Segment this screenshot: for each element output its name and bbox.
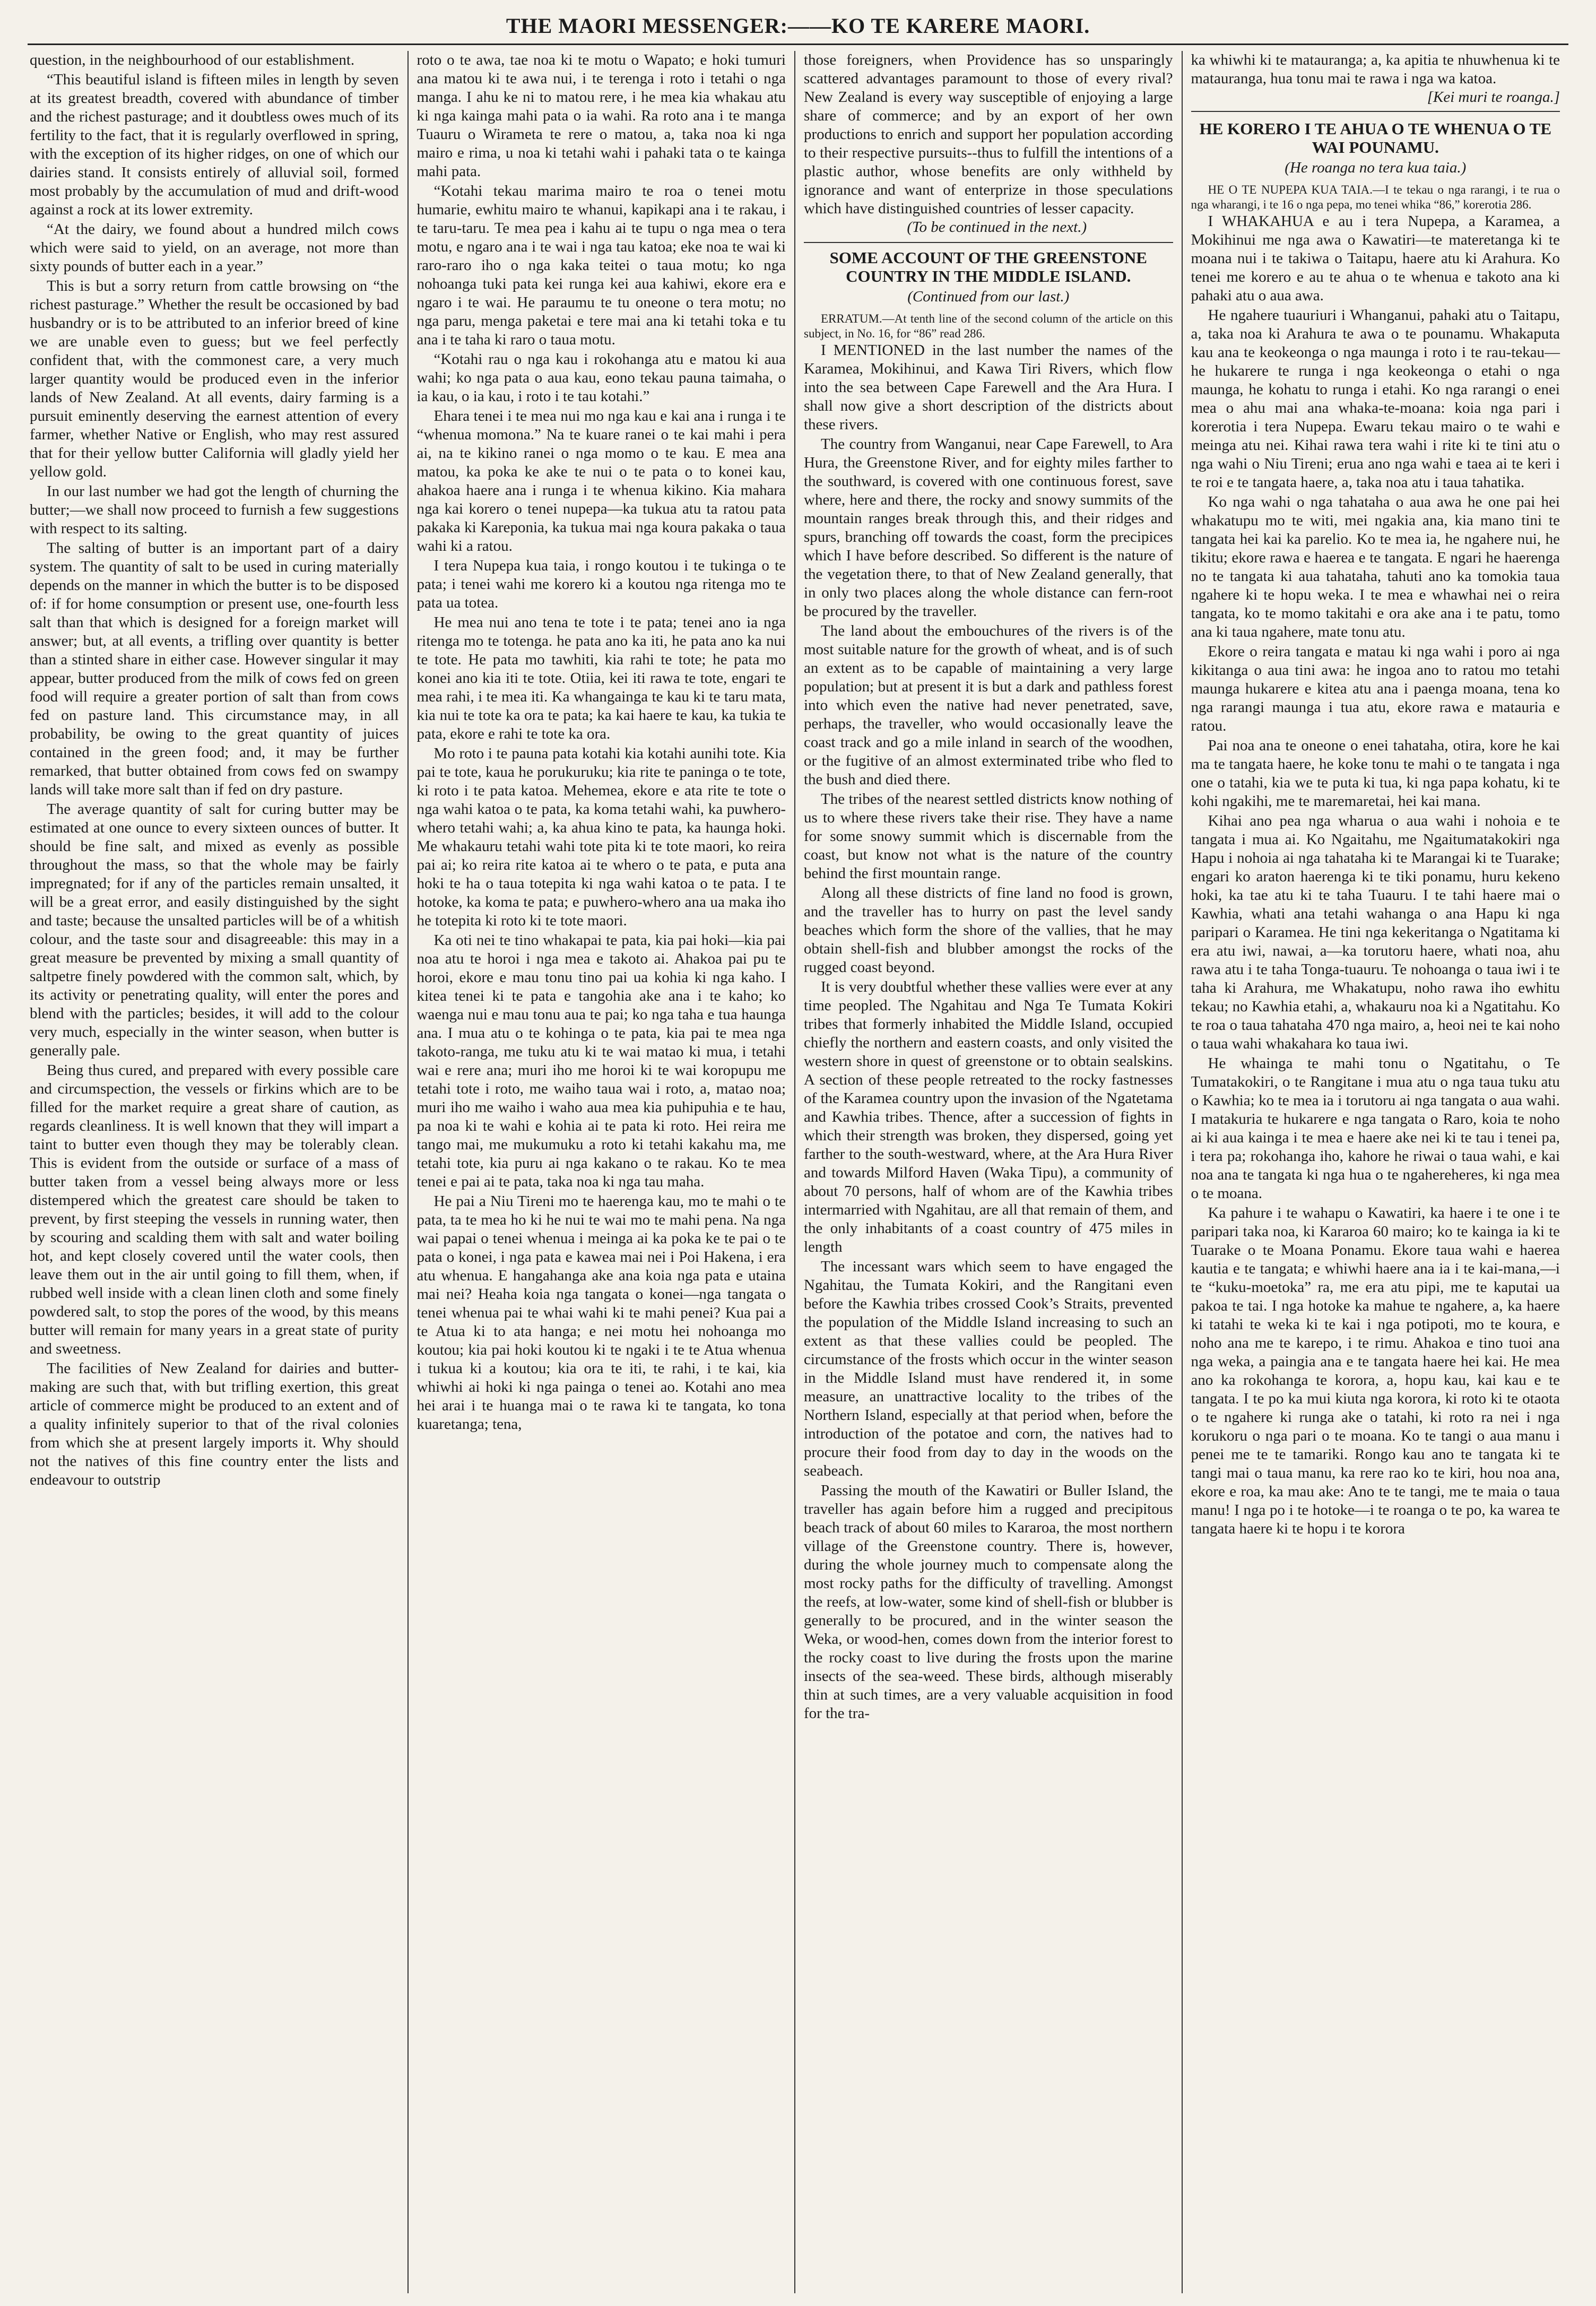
paragraph: The average quantity of salt for curing butter may be estimated at one ounce to every sixteen ounces of butter. It should be fine salt, and mixed as evenly as possible throughout the mass, so that the whole may be fairly impregnated; for if any of the particles remain unsalted, it will be a great error, and easily distinguished by the sight and taste; because the unsalted particles will be of a whitish colour, and the taste sour and disagreeable: this may in a great measure be prevented by mixing a small quantity of saltpetre finely powdered with the common salt, which, by its activity or penetrating quality, will enter the pores and blend with the particles; besides, it will add to the colour very much, especially in the winter season, when butter is generally pale. (30, 801, 399, 1059)
column-3-continuation (804, 51, 1173, 218)
paragraph: Pai noa ana te oneone o enei tahataha, otira, kore he kai ma te tangata haere, he koke tonu te mahi o te tangata i nga one o tatahi, kia we te puta ki tua, ki nga papa kohatu, ki te kohi ngakihi, me te maremaretai, hei kai mana. (1191, 737, 1560, 810)
column-1 (28, 51, 407, 2293)
paragraph: In our last number we had got the length of churning the butter;—we shall now proceed to furnish a few suggestions with respect to its salting. (30, 483, 399, 537)
paragraph: The land about the embouchures of the rivers is of the most suitable nature for the growth of wheat, and is of such an extent as to be capable of maintaining a very large population; but at present it is but a dark and pathless forest into which even the native had never penetrated, save, perhaps, the traveller, who would occasionally leave the coast track and go a mile inland in search of the woodhen, or the fugitive of an almost exterminated tribe who fled to the bush and died there. (804, 622, 1173, 788)
paragraph: The country from Wanganui, near Cape Farewell, to Ara Hura, the Greenstone River, and for eighty miles farther to the southward, is covered with one continuous forest, save where, here and there, the rocky and snowy summits of the mountain ranges break through this, and their ridges and spurs, branching off towards the coast, form the precipices which I have before described. So different is the nature of the vegetation there, to that of New Zealand generally, that in only two places along the whole distance can fern-root be procured by the traveller. (804, 436, 1173, 620)
paragraph: The tribes of the nearest settled districts know nothing of us to where these rivers take their rise. They have a name for some snowy summit which is discernable from the coast, but know not what is the nature of the country behind the first mountain range. (804, 791, 1173, 882)
paragraph: I WHAKAHUA e au i tera Nupepa, a Karamea, a Mokihinui me nga awa o Kawatiri—te materetanga ki te moana nui i te takiwa o Taitapu, haere atu ki Arahura. Ko tenei me korero e au te ahua o te whenua e takoto ana ki pahaki atu o aua awa. (1191, 213, 1560, 304)
paragraph: ka whiwhi ki te matauranga; a, ka apitia te nhuwhenua ki te matauranga, hua tonu mai te rawa i nga wa katoa. (1191, 51, 1560, 87)
paragraph: Kihai ano pea nga wharua o aua wahi i nohoia e te tangata i mua ai. Ko Ngaitahu, me Ngaitumatakokiri nga Hapu i nohoia ai nga tahataha ki te Marangai ki te Tuarake; engari ko araton haerenga ki te tiki ponamu, huru kekeno hoki, ka tae atu ki te taha Tuauru. I te tahi haere mai o Kawhia, whati ana tetahi wahanga o ana Hapu ki nga paripari o Karamea. He tini nga kekeritanga o Ngatitama ki era atu iwi, nawai, a—ka torutoru haere, whati noa, ahu rawa atu i te taha Tonga-tuauru. Te nohoanga o taua iwi i te taha ki Arahura, me Whakatupu, noho rawa iho ewhitu tekau; no Kawhia etahi, a, whakauru noa ki a Ngatitahu. Ko te roa o taua tahataha 470 nga mairo, a, heoi nei te kai noho o taua wahi whakahara ko taua iwi. (1191, 812, 1560, 1052)
paragraph: This is but a sorry return from cattle browsing on “the richest pasturage.” Whether the result be occasioned by bad husbandry or is to be attributed to an inferior breed of kine we are unable even to guess; but we feel perfectly confident that, with the commonest care, a very much larger quantity would be produced even in the inferior lands of New Zealand. At all events, dairy farming is a pursuit eminently deserving the earnest attention of every farmer, whether Native or English, who may rest assured that for their yellow butter California will gladly yield her yellow gold. (30, 278, 399, 480)
page-header: THE MAORI MESSENGER:——KO TE KARERE MAORI. (506, 14, 1090, 38)
paragraph: “Kotahi rau o nga kau i rokohanga atu e matou ki aua wahi; ko nga pata o aua kau, eono tekau pauna taimaha, o ia kau, o ia kau, i roto i te tau kotahi.” (417, 351, 786, 405)
paragraph: Along all these districts of fine land no food is grown, and the traveller has to hurry on past the level sandy beaches which form the shore of the vallies, that he may obtain shell-fish and blubber amongst the rocks of the rugged coast beyond. (804, 885, 1173, 976)
column-2 (407, 51, 795, 2293)
paragraph: It is very doubtful whether these vallies were ever at any time peopled. The Ngahitau and Nga Te Tumata Kokiri tribes that formerly inhabited the Middle Island, occupied chiefly the northern and eastern coasts, and only visited the western shore in quest of greenstone or to obtain sealskins. A section of these people retreated to the rocky fastnesses of the Karamea country upon the invasion of the Ngatetama and Kawhia tribes. Thence, after a succession of fights in which their strength was broken, they dispersed, going yet farther to the south-westward, where, at the Ara Hura River and towards Milford Haven (Waka Tipu), a community of about 70 persons, half of whom are of the Kawhia tribes intermarried with Ngahitau, are all that remain of them, and the only inhabitants of a coast country of 475 miles in length (804, 978, 1173, 1255)
paragraph: The facilities of New Zealand for dairies and butter-making are such that, with but trifling exertion, this great article of commerce might be produced to an extent and of a quality infinitely superior to that of the rival colonies from which she at present largely imports it. Why should not the natives of this fine country enter the lists and endeavour to outstrip (30, 1360, 399, 1488)
erratum-note: ERRATUM.—At tenth line of the second column of the article on this subject, in No. 16, for “86” read 286. (804, 312, 1173, 340)
to-be-continued-note: (To be continued in the next.) (804, 218, 1173, 243)
paragraph: He pai a Niu Tireni mo te haerenga kau, mo te mahi o te pata, ta te mea ho ki he nui te wai mo te mahi pena. Na nga wai papai o tenei whenua i meinga ai ka poka ke te pai o te pata o konei, i nga pata e kawea mai nei i Poi Hakena, i era atu whenua. E hangahanga ake ana koia nga pata e utaina mai nei? Heaha koia nga tangata o konei—nga tangata o tenei whenua pai te whai wahi ki te mahi penei? Kua pai a te Atua ki to ata hanga; e nei motu hei nohoanga mo koutou; kia pai hoki koutou ki te ngaki i te te Atua whenua i tukua ki a koutou; kia ora te iti, te rahi, i te kai, kia whiwhi ai hoki ki nga painga o tenei ao. Kotahi ano mea hei arai i te huanga mai o te rawa ki te tangata, ko tona kuaretanga; tena, (417, 1193, 786, 1433)
continued-note: [Kei muri te roanga.] (1427, 89, 1560, 106)
article-body (804, 341, 1173, 1723)
paragraph: Ka oti nei te tino whakapai te pata, kia pai hoki—kia pai noa atu te horoi i nga mea e takoto ai. Ahakoa pai pu te horoi, ekore e mau tonu tino pai ua kohia ki nga kaho. I kitea tenei ki te pata e tangohia ake ana i te kaho; ko waenga nui e mau tonu aua te pai; ko nga taha e tua haunga ana. I mua atu o te kohinga o te pata, kia pai te mea nga takoto-ranga, me tuku atu ki te wai matao ki mua, i tetahi wai e rere ana; muri iho me horoi ki te wai koropupu me tetahi tote i roto, me waiho taua wai i roto, a, matao noa; muri iho me waiho i waho aua mea kia puhipuhia e te hau, pa noa ki te wahi e kohia ai te pata ki roto. Hei reira me tango mai, me mukumuku a roto ki tetahi kakahu ma, me tetahi tote, kia puru ai nga kakano o te rakau. Ko te mea tenei e pai ai te pata, taka noa ki nga tau maha. (417, 932, 786, 1190)
paragraph: those foreigners, when Providence has so unsparingly scattered advantages paramount to those of every rival? New Zealand is every way susceptible of enjoying a large share of commerce; and by an export of her own productions to enrich and support her population according to their respective pursuits--thus to fulfill the intentions of a plastic author, whose benefits are only withheld by ignorance and want of enterprize in those speculations which have distinguished countries of lesser capacity. (804, 51, 1173, 217)
paragraph: question, in the neighbourhood of our establishment. (30, 51, 355, 68)
paragraph: “At the dairy, we found about a hundred milch cows which were said to yield, on an average, not more than sixty pounds of butter each in a year.” (30, 221, 399, 275)
paragraph: Ko nga wahi o nga tahataha o aua awa he one pai hei whakatupu mo te witi, mei ngakia ana, kia mano tini te tangata hei kai ka parelio. Ko te mea ia, he ngahere nui, he tikitu; ekore rawa e haerea e te tangata. E ngari he haerenga no te tangata ki aua tahataha, tahuti ano ka tomokia taua ngahere ki te hopu weka. I te mea e whawhai nei o reira tangata, ko te momo takitahi e ora ake ana i te patu, tomo ana ki taua ngahere, mate tonu atu. (1191, 493, 1560, 640)
header-rule (28, 44, 1568, 45)
column-4 (1182, 51, 1569, 2293)
paragraph: Being thus cured, and prepared with every possible care and circumspection, the vessels or firkins which are to be filled for the market require a great share of caution, as regards cleanliness. It is well known that they will impart a taint to butter even though they may be tolerably clean. This is evident from the outside or surface of a mass of butter taken from a vessel being always more or less distempered which the greatest care should be taken to prevent, by first steeping the vessels in running water, then by scouring and scalding them with salt and water boiling hot, and kept closely covered until the water cools, then leave them out in the air until going to fill them, when, if rubbed well inside with a clean linen cloth and some finely powdered salt, to stop the pores of the wood, by this means butter will remain for many years in a great state of purity and sweetness. (30, 1062, 399, 1357)
paragraph: I tera Nupepa kua taia, i rongo koutou i te tukinga o te pata; i tenei wahi me korero ki a koutou nga ritenga mo te pata ua totea. (417, 557, 786, 611)
paragraph: He whainga te mahi tonu o Ngatitahu, o Te Tumatakokiri, o te Rangitane i mua atu o nga taua tuku atu o Kawhia; ko te mea ia i torutoru ai nga tangata o aua wahi. I matakuria te hukarere e nga tangata o Raro, koia te noho ai ki aua kainga i te mea e haere ake nei ki te tau i tenei pa, i tera pa; rokohanga iho, kahore he riwai o taua wahi, e kai noa ana te tangata ki nga hua o te ngahereheres, ki nga mea o te moana. (1191, 1055, 1560, 1202)
paragraph: roto o te awa, tae noa ki te motu o Wapato; e hoki tumuri ana matou ki te awa nui, i te terenga i roto i tetahi o nga manga. I ahu ke ni to matou rere, i he mea kia whakau atu ki nga kainga mahi pata o ia wahi. Ra roto ana i te manga Tuauru o Wirameta te rere o matou, a, taka noa ki nga mairo e rima, u noa ki tetahi wahi i pahaki tata o te kainga mahi pata. (417, 51, 786, 180)
paragraph: “This beautiful island is fifteen miles in length by seven at its greatest breadth, covered with abundance of timber and the richest pasturage; and it doubtless owes much of its fertility to the fact, that it is regularly overflowed in spring, with the exception of its higher ridges, on one of which our dairies stand. It consists entirely of alluvial soil, formed most probably by the accumulation of mud and drift-wood against a rock at its lower extremity. (30, 71, 399, 218)
paragraph: Ehara tenei i te mea nui mo nga kau e kai ana i runga i te “whenua momona.” Na te kuare ranei o te kai mahi i pera ai, na te kikino ranei o nga momo o te kau. E mea ana matou, ka poka ke ake te nui o te pata o to konei kau, ahakoa haere ana i runga i te whenua kikino. Kia mahara nga kai korero o tenei nupepa—ka tukua atu ta ratou pata pakaka ki Kareponia, ka tukua mai nga koura pakaka o taua wahi ki a ratou. (417, 408, 786, 554)
maori-article-block (1191, 111, 1560, 1538)
article-subtitle: (Continued from our last.) (907, 288, 1070, 305)
paragraph: I MENTIONED in the last number the names of the Karamea, Mokihinui, and Kawa Tiri Rivers, which flow into the sea between Cape Farewell and the Ara Hura. I shall now give a short description of the districts about these rivers. (804, 342, 1173, 433)
column-4-continuation (1191, 51, 1560, 88)
paragraph: The incessant wars which seem to have engaged the Ngahitau, the Tumata Kokiri, and the Rangitani even before the Kawhia tribes crossed Cook’s Straits, prevented the population of the Middle Island increasing to such an extent as that these vallies could be peopled. The circumstance of the frosts which occur in the winter season in the Middle Island must have rendered it, in some measure, an unattractive locality to the tribes of the Northern Island, especially at that period when, before the introduction of the potatoe and corn, the natives had to procure their food from day to day in the woods on the seabeach. (804, 1258, 1173, 1479)
maori-article-title: HE KORERO I TE AHUA O TE WHENUA O TE WAI POUNAMU. (1199, 119, 1552, 157)
column-3 (794, 51, 1182, 2293)
columns (28, 51, 1568, 2293)
paragraph: He ngahere tuauriuri i Whanganui, pahaki atu o Taitapu, a, taka noa ki Arahura te awa o te pounamu. Whakaputa kau ana te keokeonga o nga maunga i roto i te rau-tekau—he hukarere te runga i nga keokeonga o etahi o nga maunga, he kohatu to runga i etahi. Ko nga rarangi o enei mea o ahu mai ana whaka-te-moana: koia nga pari i korerotia i tera Nupepa. Ewaru tekau mairo o te wahi e meinga atu nei. Kihai rawa tera wahi i rite ki te tini atu o nga wahi o Niu Tireni; erua ano nga wahi e taea ai te keri i te roi e te tangata haere, a, taka noa atu i taua tahatika. (1191, 307, 1560, 491)
paragraph: Ka pahure i te wahapu o Kawatiri, ka haere i te one i te paripari taka noa, ki Kararoa 60 mairo; ko te kainga ia ki te Tuarake o te Moana Ponamu. Ekore taua wahi e haerea kautia e te tangata; e whiwhi haere ana ia i te kai-mana,—i te “kuku-moetoka” ra, me era atu pipi, me te kaputai ua pakoa te tai. I nga hotoke ka mahue te ngahere, a, ka haere ki tatahi te weka ki te kai i nga potipoti, mo te koura, e noho ana me te karepo, i te rimu. Ahakoa e tino tuoi ana nga weka, a paingia ana e te tangata haere hei kai. He mea ano ka rokohanga te korora, a, hopu kau, kai kau e te tangata. I te po ka mui kiuta nga korora, ki roto ki te otaota o te ngahere ki runga ake o tatahi, ki roto ra nei i nga korukoru o nga pari o te moana. Ko te tangi o aua manu i penei me te te tamariki. Rongo kau ano te tangata ki te tangi mai o taua manu, ka rere rao ko te kiri, hou noa ana, ekore e roa, ka mau ake: Ano te te tangi, me te maia o taua manu! I nga po i te hotoke—i te roanga o te po, ka warea te tangata haere ki te hopu i te korora (1191, 1204, 1560, 1537)
paragraph: Ekore o reira tangata e matau ki nga wahi i poro ai nga kikitanga o aua tini awa: he ingoa ano to ratou mo tetahi maunga hukarere e kitea atu ana i paenga moana, tena ko nga rarangi maunga i tua atu, ekore rawa e matauria e ratou. (1191, 643, 1560, 734)
paragraph: He mea nui ano tena te tote i te pata; tenei ano ia nga ritenga mo te totenga. he pata ano ka iti, he pata ano ka nui te tote. He pata mo tawhiti, kia rahi te tote; he pata mo konei ano kia iti te tote. Otiia, kei iti rawa te tote, engari te mea rahi, i te mea iti. Ka whangainga te kau ki te taru mata, kia nui te tote ka ora te pata; ka kai haere te kau, ka tukia te pata, ekore e rahi te tote ka ora. (417, 614, 786, 742)
maori-article-body (1191, 212, 1560, 1538)
paragraph: Passing the mouth of the Kawatiri or Buller Island, the traveller has again before him a rugged and precipitous beach track of about 60 miles to Kararoa, the most northern village of the Greenstone country. There is, however, during the whole journey much to compensate along the most rocky paths for the difficulty of travelling. Amongst the reefs, at low-water, some kind of shell-fish or blubber is generally to be procured, and in the winter season the Weka, or wood-hen, comes down from the interior forest to the rocky coast to live during the frosts upon the marine insects of the sea-weed. These birds, although miserably thin at such times, are a very valuable acquisition in food for the tra- (804, 1482, 1173, 1722)
paragraph: The salting of butter is an important part of a dairy system. The quantity of salt to be used in curing materially depends on the manner in which the butter is to be disposed of: if for home consumption or present use, one-fourth less salt than that which is designed for a foreign market will answer; but, at all events, a trifling over quantity is better than a stinted share in either case. However singular it may appear, butter produced from the milk of cows fed on green food will require a greater portion of salt than from cows fed on pasture land. This circumstance may, in all probability, be owing to the great quantity of juices contained in the green food; and, it may be further remarked, that butter obtained from cows fed on swampy lands will take more salt than if fed on dry pasture. (30, 540, 399, 798)
maori-erratum-note: HE O TE NUPEPA KUA TAIA.—I te tekau o nga rarangi, i te rua o nga wharangi, i te 16 o nga pepa, mo tenei whika “86,” korerotia 286. (1191, 183, 1560, 211)
paragraph: Mo roto i te pauna pata kotahi kia kotahi aunihi tote. Kia pai te tote, kaua he porukuruku; kia rite te paninga o te tote, ki roto i te pata katoa. Mehemea, ekore e ata rite te tote o nga wahi katoa o te pata, ka koma tetahi wahi, ka puwhero-whero tetahi wahi; a, ka ahua kino te pata, ka haunga hoki. Me whakauru tetahi wahi tote pita ki te tote maori, ko reira pai ai; ko reira rite katoa ai te whero o te pata, e puta ana hoki te ha o taua totepita ki nga wahi katoa o te pata. I te hotoke, ka koma te pata; e puwhero-whero ana ua maka iho he totepita ki roto ki te tote maori. (417, 745, 786, 929)
maori-article-subtitle: (He roanga no tera kua taia.) (1285, 159, 1467, 176)
paragraph: “Kotahi tekau marima mairo te roa o tenei motu humarie, ewhitu mairo te whanui, kapikapi ana i te rakau, i te taru-taru. Te mea pea i kahu ai te tupu o nga mea o tera motu, e ngaro ana i te wai i nga tau katoa; eke noa te wai ki raro-raro iho o nga kaka teitei o taua motu; ko nga nohoanga tuki pata kei runga kei aua kahiwi, ekore era e ngaro i te wai. He paraumu te tu oneone o tera motu; no nga paru, menga paketai e tere mai ana ki tetahi toka e tu ana i te taha ki raro o taua motu. (417, 183, 786, 348)
article-title: SOME ACCOUNT OF THE GREENSTONE COUNTRY IN THE MIDDLE ISLAND. (829, 248, 1147, 285)
